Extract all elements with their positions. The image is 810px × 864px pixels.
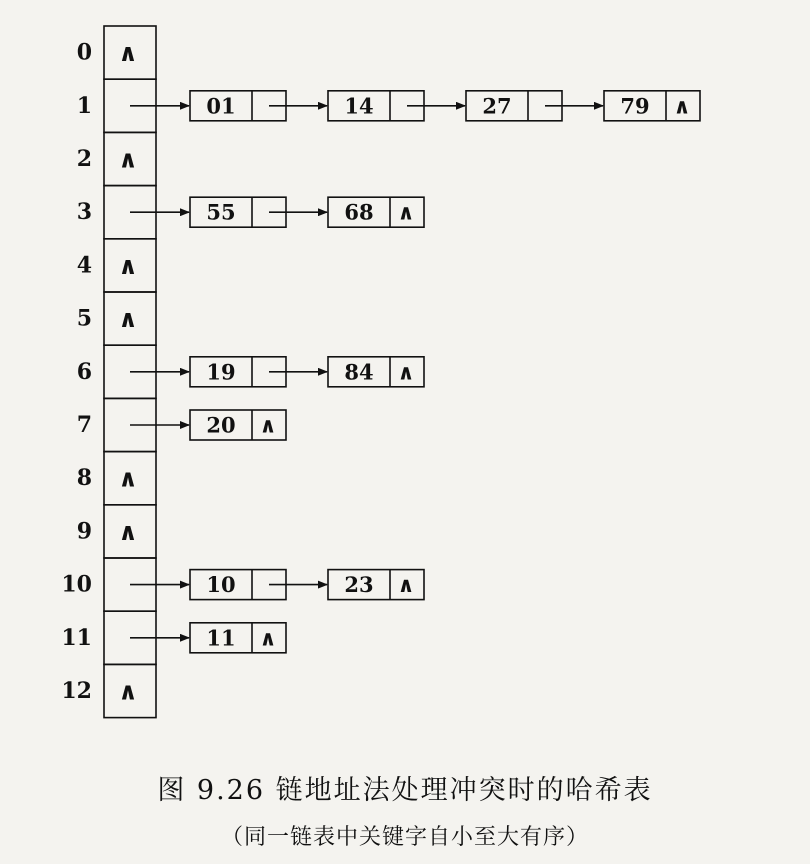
node-key-value: 20 bbox=[206, 412, 236, 438]
null-pointer-symbol: ∧ bbox=[118, 144, 138, 174]
figure-subcaption: （同一链表中关键字自小至大有序） bbox=[220, 825, 589, 850]
null-pointer-symbol: ∧ bbox=[118, 304, 138, 334]
null-pointer-symbol: ∧ bbox=[118, 38, 138, 68]
row-index-label: 0 bbox=[76, 39, 92, 66]
node-key-value: 68 bbox=[344, 199, 374, 225]
row-index-label: 1 bbox=[76, 92, 92, 119]
node-key-value: 19 bbox=[206, 359, 236, 385]
null-pointer-symbol: ∧ bbox=[118, 250, 138, 280]
node-key-value: 27 bbox=[482, 93, 512, 119]
null-pointer-symbol: ∧ bbox=[259, 412, 277, 438]
row-index-label: 11 bbox=[61, 624, 92, 651]
node-key-value: 84 bbox=[344, 359, 374, 385]
node-key-value: 23 bbox=[344, 572, 374, 598]
node-key-value: 01 bbox=[206, 93, 236, 119]
null-pointer-symbol: ∧ bbox=[118, 516, 138, 546]
row-index-label: 6 bbox=[76, 358, 92, 385]
figure-caption: 图 9.26 链地址法处理冲突时的哈希表 bbox=[157, 775, 653, 806]
node-key-value: 55 bbox=[206, 199, 236, 225]
node-key-value: 79 bbox=[620, 93, 650, 119]
null-pointer-symbol: ∧ bbox=[673, 93, 691, 119]
node-key-value: 10 bbox=[206, 572, 236, 598]
null-pointer-symbol: ∧ bbox=[259, 625, 277, 651]
row-index-label: 10 bbox=[61, 571, 92, 598]
null-pointer-symbol: ∧ bbox=[397, 359, 415, 385]
node-key-value: 14 bbox=[344, 93, 374, 119]
node-key-value: 11 bbox=[206, 625, 236, 651]
row-index-label: 7 bbox=[76, 412, 92, 438]
null-pointer-symbol: ∧ bbox=[397, 572, 415, 598]
null-pointer-symbol: ∧ bbox=[397, 199, 415, 225]
row-index-label: 9 bbox=[76, 518, 92, 545]
row-index-label: 8 bbox=[76, 465, 92, 492]
row-index-label: 4 bbox=[76, 252, 92, 279]
row-index-label: 2 bbox=[76, 146, 92, 172]
row-index-label: 12 bbox=[61, 678, 92, 704]
null-pointer-symbol: ∧ bbox=[118, 676, 138, 706]
row-index-label: 5 bbox=[76, 305, 92, 332]
null-pointer-symbol: ∧ bbox=[118, 463, 138, 493]
row-index-label: 3 bbox=[76, 199, 92, 226]
